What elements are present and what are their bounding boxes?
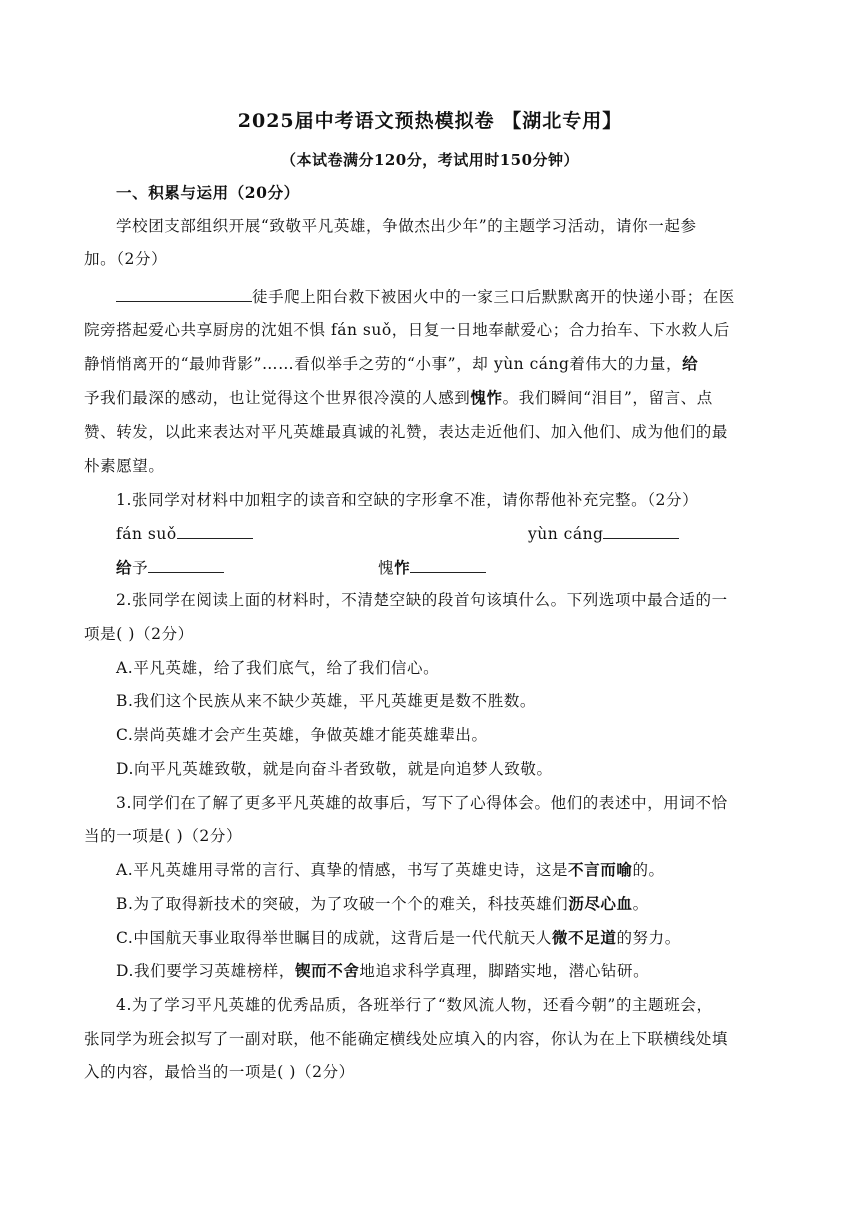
passage-line-3 — [84, 353, 698, 375]
q1-b-blank[interactable] — [603, 522, 679, 539]
intro-line-1: 学校团支部组织开展“致敬平凡英雄，争做杰出少年”的主题学习活动，请你一起参 — [116, 217, 697, 235]
passage-text-4a: 我们最深的感动，也让觉得这个世界很冷漠的人感到 — [100, 389, 471, 407]
q1-answer-b — [528, 522, 679, 545]
q3-c-bold: 微不足道 — [552, 928, 617, 947]
q3-d-text: D.我们要学习英雄榜样， — [116, 962, 296, 980]
bold-char-gei: 给 — [682, 354, 699, 373]
q3-b-end: 。 — [632, 895, 649, 913]
section-heading: 一、积累与运用（20分） — [116, 183, 300, 202]
q4-stem-line-2: 张同学为班会拟写了一副对联，他不能确定横线处应填入的内容，你认为在上下联横线处填 — [84, 1030, 729, 1048]
q1-a-blank[interactable] — [177, 522, 253, 539]
q2-option-d[interactable]: D.向平凡英雄致敬，就是向奋斗者致敬，就是向追梦人致敬。 — [116, 760, 553, 778]
q3-b-text: B.为了取得新技术的突破，为了攻破一个个的难关，科技英雄们 — [116, 895, 569, 913]
q3-d-end: 地追求科学真理，脚踏实地，潜心钻研。 — [359, 962, 650, 980]
q2-stem-line-2: 项是( )（2分） — [84, 625, 194, 643]
char-yu: 予 — [84, 389, 101, 407]
passage-line-4 — [84, 387, 713, 409]
bold-word-kuizuo: 愧怍 — [470, 388, 503, 407]
q1-d-char: 愧 — [378, 559, 395, 577]
q1-c-blank[interactable] — [148, 556, 224, 573]
q1-c-char: 予 — [132, 559, 149, 577]
q1-d-blank[interactable] — [410, 556, 486, 573]
q1-a-pinyin: fán suǒ — [116, 525, 177, 543]
pinyin-fan-suo: fán suǒ — [331, 321, 392, 339]
q3-a-bold: 不言而喻 — [568, 860, 633, 879]
passage-text-3a: 静悄悄离开的“最帅背影”……看似举手之劳的“小事”，却 — [84, 355, 489, 373]
q3-option-b[interactable] — [116, 893, 649, 915]
passage-text-1: 徒手爬上阳台救下被困火中的一家三口后默默离开的快递小哥；在医 — [252, 288, 736, 306]
q1-answer-a — [116, 522, 253, 545]
q3-d-bold: 锲而不舍 — [295, 961, 360, 980]
passage-text-3b: 着伟大的力量， — [569, 355, 683, 373]
q3-b-bold: 沥尽心血 — [568, 894, 633, 913]
q3-c-end: 的努力。 — [616, 929, 681, 947]
q3-option-d[interactable] — [116, 960, 649, 982]
q1-answer-c — [116, 556, 224, 579]
pinyin-yun-cang: yùn cáng — [493, 355, 570, 373]
q1-c-bold-char: 给 — [116, 558, 133, 577]
exam-title: 2025届中考语文预热模拟卷 【湖北专用】 — [237, 110, 623, 132]
q3-stem-line-2: 当的一项是( )（2分） — [84, 827, 243, 845]
q2-option-c[interactable]: C.崇尚英雄才会产生英雄，争做英雄才能英雄辈出。 — [116, 726, 488, 744]
q3-a-end: 的。 — [632, 861, 665, 879]
passage-line-1 — [116, 285, 735, 308]
q3-option-a[interactable] — [116, 859, 665, 881]
passage-text-4b: 。我们瞬间“泪目”，留言、点 — [502, 389, 713, 407]
passage-line-6: 朴素愿望。 — [84, 457, 165, 475]
q2-option-b[interactable]: B.我们这个民族从来不缺少英雄，平凡英雄更是数不胜数。 — [116, 692, 537, 710]
passage-opening-blank[interactable] — [116, 285, 252, 302]
q4-stem-line-1: 4.为了学习平凡英雄的优秀品质，各班举行了“数风流人物，还看今朝”的主题班会， — [116, 996, 713, 1014]
passage-text-2a: 院旁搭起爱心共享厨房的沈姐不惧 — [84, 321, 326, 339]
q3-a-text: A.平凡英雄用寻常的言行、真挚的情感，书写了英雄史诗，这是 — [116, 861, 569, 879]
passage-line-5: 赞、转发，以此来表达对平凡英雄最真诚的礼赞，表达走近他们、加入他们、成为他们的最 — [84, 423, 729, 441]
q1-d-bold-char: 怍 — [394, 558, 411, 577]
q2-stem-line-1: 2.张同学在阅读上面的材料时，不清楚空缺的段首句该填什么。下列选项中最合适的一 — [116, 591, 728, 609]
passage-line-2 — [84, 319, 730, 341]
q3-option-c[interactable] — [116, 927, 681, 949]
q3-c-text: C.中国航天事业取得举世瞩目的成就，这背后是一代代航天人 — [116, 929, 553, 947]
exam-subtitle: （本试卷满分120分，考试用时150分钟） — [280, 151, 580, 169]
passage-text-2b: ，日复一日地奉献爱心；合力抬车、下水救人后 — [391, 321, 730, 339]
intro-line-2: 加。（2分） — [84, 250, 168, 268]
q4-stem-line-3: 入的内容，最恰当的一项是( )（2分） — [84, 1063, 355, 1081]
q1-answer-d — [378, 556, 486, 579]
q2-option-a[interactable]: A.平凡英雄，给了我们底气，给了我们信心。 — [116, 659, 440, 677]
q1-stem: 1.张同学对材料中加粗字的读音和空缺的字形拿不准，请你帮他补充完整。（2分） — [116, 491, 699, 509]
q3-stem-line-1: 3.同学们在了解了更多平凡英雄的故事后，写下了心得体会。他们的表述中，用词不恰 — [116, 794, 728, 812]
q1-b-pinyin: yùn cáng — [528, 525, 604, 543]
